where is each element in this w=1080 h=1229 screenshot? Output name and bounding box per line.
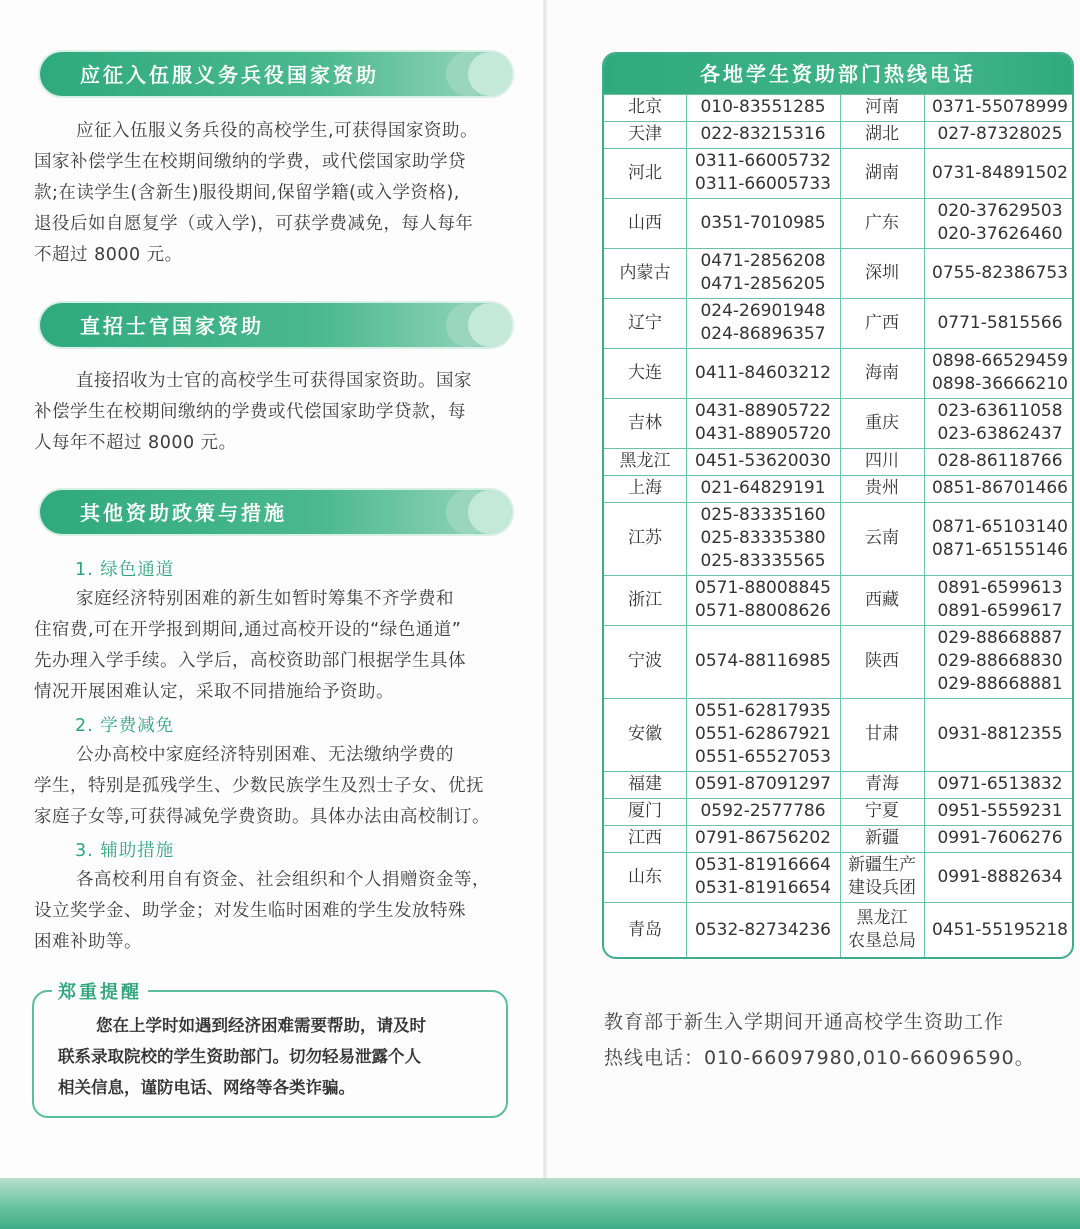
table-cell-region: 海南 <box>865 362 899 383</box>
table-cell-phone: 027-87328025 <box>937 124 1063 144</box>
table-cell-region: 西藏 <box>865 589 899 610</box>
text-line: 应征入伍服义务兵役的高校学生,可获得国家资助。 <box>76 121 479 141</box>
text-line: 情况开展困难认定，采取不同措施给予资助。 <box>34 682 394 702</box>
table-cell-region: 广西 <box>865 312 899 333</box>
table-row-divider <box>604 852 1074 853</box>
table-row-divider <box>604 771 1074 772</box>
table-cell-region: 陕西 <box>865 651 899 671</box>
table-cell-region: 宁波 <box>628 651 662 671</box>
section-header-conscription <box>40 52 512 96</box>
table-cell-phone: 0574-88116985 <box>695 651 831 671</box>
table-row-divider <box>604 798 1074 799</box>
text-line: 不超过 8000 元。 <box>34 245 183 265</box>
table-cell-region: 广东 <box>865 212 899 233</box>
notice-title: 郑重提醒 <box>52 978 148 1004</box>
subheading-green-channel: 1. 绿色通道 <box>75 560 175 580</box>
table-cell-region: 新疆 <box>865 828 899 848</box>
table-cell-phone: 0451-53620030 <box>695 451 831 471</box>
table-row-divider <box>604 248 1074 249</box>
text-line: 家庭子女等,可获得减免学费资助。具体办法由高校制订。 <box>34 807 491 827</box>
hotline-table <box>602 52 1074 959</box>
table-row-divider <box>604 502 1074 503</box>
table-cell-region: 云南 <box>865 528 899 548</box>
table-cell-region: 贵州 <box>865 478 899 498</box>
table-cell-region: 厦门 <box>628 801 662 821</box>
text-line: 国家补偿学生在校期间缴纳的学费，或代偿国家助学贷 <box>34 152 466 172</box>
table-cell-phone: 020-37629503 020-37626460 <box>937 201 1063 244</box>
table-cell-phone: 0411-84603212 <box>695 362 831 383</box>
table-cell-region: 黑龙江 <box>619 451 671 471</box>
footer-line: 教育部于新生入学期间开通高校学生资助工作 <box>604 1011 1005 1033</box>
table-row-divider <box>604 148 1074 149</box>
table-cell-phone: 0451-55195218 <box>932 919 1068 940</box>
table-cell-region: 上海 <box>628 478 662 498</box>
table-row-divider <box>604 198 1074 199</box>
table-cell-phone: 0991-7606276 <box>937 828 1063 848</box>
table-row-divider <box>604 398 1074 399</box>
table-cell-phone: 0531-81916664 0531-81916654 <box>695 855 831 898</box>
table-cell-region: 湖南 <box>865 162 899 183</box>
table-cell-phone: 025-83335160 025-83335380 025-83335565 <box>700 505 826 571</box>
table-cell-region: 湖北 <box>865 124 899 144</box>
table-cell-phone: 0351-7010985 <box>700 212 826 233</box>
text-line: 家庭经济特别困难的新生如暂时筹集不齐学费和 <box>76 589 454 609</box>
table-cell-phone: 029-88668887 029-88668830 029-88668881 <box>937 628 1063 694</box>
fold-divider <box>543 0 547 1229</box>
text-line: 设立奖学金、助学金；对发生临时困难的学生发放特殊 <box>34 901 466 921</box>
text-line: 联系录取院校的学生资助部门。切勿轻易泄露个人 <box>58 1047 421 1066</box>
table-row-divider <box>604 448 1074 449</box>
table-cell-region: 北京 <box>628 97 662 117</box>
body-green-channel <box>34 584 508 708</box>
table-cell-region: 甘肃 <box>865 724 899 744</box>
section-body-conscription <box>34 116 508 271</box>
section-header-sergeant <box>40 303 512 347</box>
table-cell-region: 天津 <box>628 124 662 144</box>
section-title: 应征入伍服义务兵役国家资助 <box>80 63 379 87</box>
table-cell-region: 山西 <box>628 212 662 233</box>
table-cell-phone: 022-83215316 <box>700 124 826 144</box>
text-line: 补偿学生在校期间缴纳的学费或代偿国家助学贷款，每 <box>34 402 466 422</box>
table-cell-region: 浙江 <box>628 589 662 610</box>
table-cell-region: 大连 <box>628 362 662 383</box>
table-cell-phone: 0871-65103140 0871-65155146 <box>932 516 1068 560</box>
table-cell-region: 吉林 <box>628 412 662 433</box>
table-cell-phone: 0951-5559231 <box>937 801 1063 821</box>
subheading-auxiliary-measures: 3. 辅助措施 <box>75 841 175 861</box>
table-cell-region: 河南 <box>865 97 899 117</box>
table-cell-phone: 0971-6513832 <box>937 774 1063 794</box>
table-cell-phone: 0991-8882634 <box>937 866 1063 887</box>
table-column-divider <box>686 94 687 958</box>
footer-line: 热线电话：010-66097980,010-66096590。 <box>604 1047 1035 1069</box>
table-cell-phone: 0898-66529459 0898-36666210 <box>932 351 1068 394</box>
table-row-divider <box>604 121 1074 122</box>
table-row-divider <box>604 475 1074 476</box>
table-cell-phone: 0571-88008845 0571-88008626 <box>695 578 831 621</box>
text-line: 困难补助等。 <box>34 932 142 952</box>
table-cell-phone: 0471-2856208 0471-2856205 <box>700 251 826 294</box>
table-cell-region: 辽宁 <box>628 312 662 333</box>
body-tuition-reduction <box>34 740 508 833</box>
table-cell-region: 福建 <box>628 774 662 794</box>
table-cell-region: 深圳 <box>865 262 899 283</box>
table-cell-phone: 0591-87091297 <box>695 774 831 794</box>
text-line: 人每年不超过 8000 元。 <box>34 433 237 453</box>
text-line: 相关信息，谨防电话、网络等各类诈骗。 <box>58 1078 355 1097</box>
table-cell-phone: 010-83551285 <box>700 97 826 117</box>
text-line: 您在上学时如遇到经济困难需要帮助，请及时 <box>96 1016 426 1035</box>
table-cell-region: 安徽 <box>628 724 662 744</box>
section-body-sergeant <box>34 366 508 459</box>
footer-note <box>604 1004 1080 1076</box>
table-cell-region: 宁夏 <box>865 801 899 821</box>
text-line: 退役后如自愿复学（或入学)，可获学费减免，每人每年 <box>34 214 474 234</box>
table-cell-phone: 023-63611058 023-63862437 <box>937 401 1063 444</box>
table-cell-region: 黑龙江 农垦总局 <box>848 908 916 951</box>
section-title: 直招士官国家资助 <box>80 314 264 338</box>
table-cell-phone: 0431-88905722 0431-88905720 <box>695 401 831 444</box>
table-column-divider <box>924 94 925 958</box>
table-cell-phone: 0371-55078999 <box>932 97 1068 117</box>
table-cell-phone: 0891-6599613 0891-6599617 <box>937 578 1063 621</box>
table-row-divider <box>604 348 1074 349</box>
table-cell-region: 新疆生产 建设兵团 <box>848 855 916 898</box>
subheading-tuition-reduction: 2. 学费减免 <box>75 716 175 736</box>
notice-body <box>58 1010 498 1103</box>
table-cell-phone: 0311-66005732 0311-66005733 <box>695 151 831 194</box>
table-cell-phone: 028-86118766 <box>937 451 1063 471</box>
table-row-divider <box>604 298 1074 299</box>
section-title: 其他资助政策与措施 <box>80 501 287 525</box>
table-cell-region: 重庆 <box>865 412 899 433</box>
table-cell-region: 四川 <box>865 451 899 471</box>
table-cell-region: 内蒙古 <box>619 262 671 283</box>
table-cell-region: 江苏 <box>628 528 662 548</box>
table-cell-phone: 0791-86756202 <box>695 828 831 848</box>
table-cell-region: 山东 <box>628 866 662 887</box>
table-row-divider <box>604 94 1074 95</box>
table-cell-phone: 0592-2577786 <box>700 801 826 821</box>
table-row-divider <box>604 825 1074 826</box>
table-row-divider <box>604 575 1074 576</box>
table-cell-phone: 0931-8812355 <box>937 724 1063 744</box>
table-cell-region: 青海 <box>865 774 899 794</box>
body-auxiliary-measures <box>34 865 508 958</box>
table-cell-region: 河北 <box>628 162 662 183</box>
table-cell-phone: 021-64829191 <box>700 478 826 498</box>
table-cell-phone: 0532-82734236 <box>695 919 831 940</box>
text-line: 款;在读学生(含新生)服役期间,保留学籍(或入学资格), <box>34 183 460 203</box>
text-line: 直接招收为士官的高校学生可获得国家资助。国家 <box>76 371 472 391</box>
table-cell-region: 青岛 <box>628 919 662 940</box>
text-line: 公办高校中家庭经济特别困难、无法缴纳学费的 <box>76 745 454 765</box>
text-line: 住宿费,可在开学报到期间,通过高校开设的“绿色通道” <box>34 620 462 640</box>
table-cell-phone: 0771-5815566 <box>937 312 1063 333</box>
table-cell-phone: 0851-86701466 <box>932 478 1068 498</box>
table-row-divider <box>604 902 1074 903</box>
table-title: 各地学生资助部门热线电话 <box>604 54 1072 94</box>
table-cell-region: 江西 <box>628 828 662 848</box>
table-cell-phone: 0755-82386753 <box>932 262 1068 283</box>
table-cell-phone: 024-26901948 024-86896357 <box>700 301 826 344</box>
table-column-divider <box>840 94 841 958</box>
table-row-divider <box>604 698 1074 699</box>
bottom-band <box>0 1178 1080 1229</box>
table-row-divider <box>604 625 1074 626</box>
text-line: 先办理入学手续。入学后，高校资助部门根据学生具体 <box>34 651 466 671</box>
text-line: 学生，特别是孤残学生、少数民族学生及烈士子女、优抚 <box>34 776 484 796</box>
table-cell-phone: 0551-62817935 0551-62867921 0551-65527053 <box>695 701 831 767</box>
table-cell-phone: 0731-84891502 <box>932 162 1068 183</box>
text-line: 各高校利用自有资金、社会组织和个人捐赠资金等， <box>76 870 490 890</box>
section-header-other-policies <box>40 490 512 534</box>
